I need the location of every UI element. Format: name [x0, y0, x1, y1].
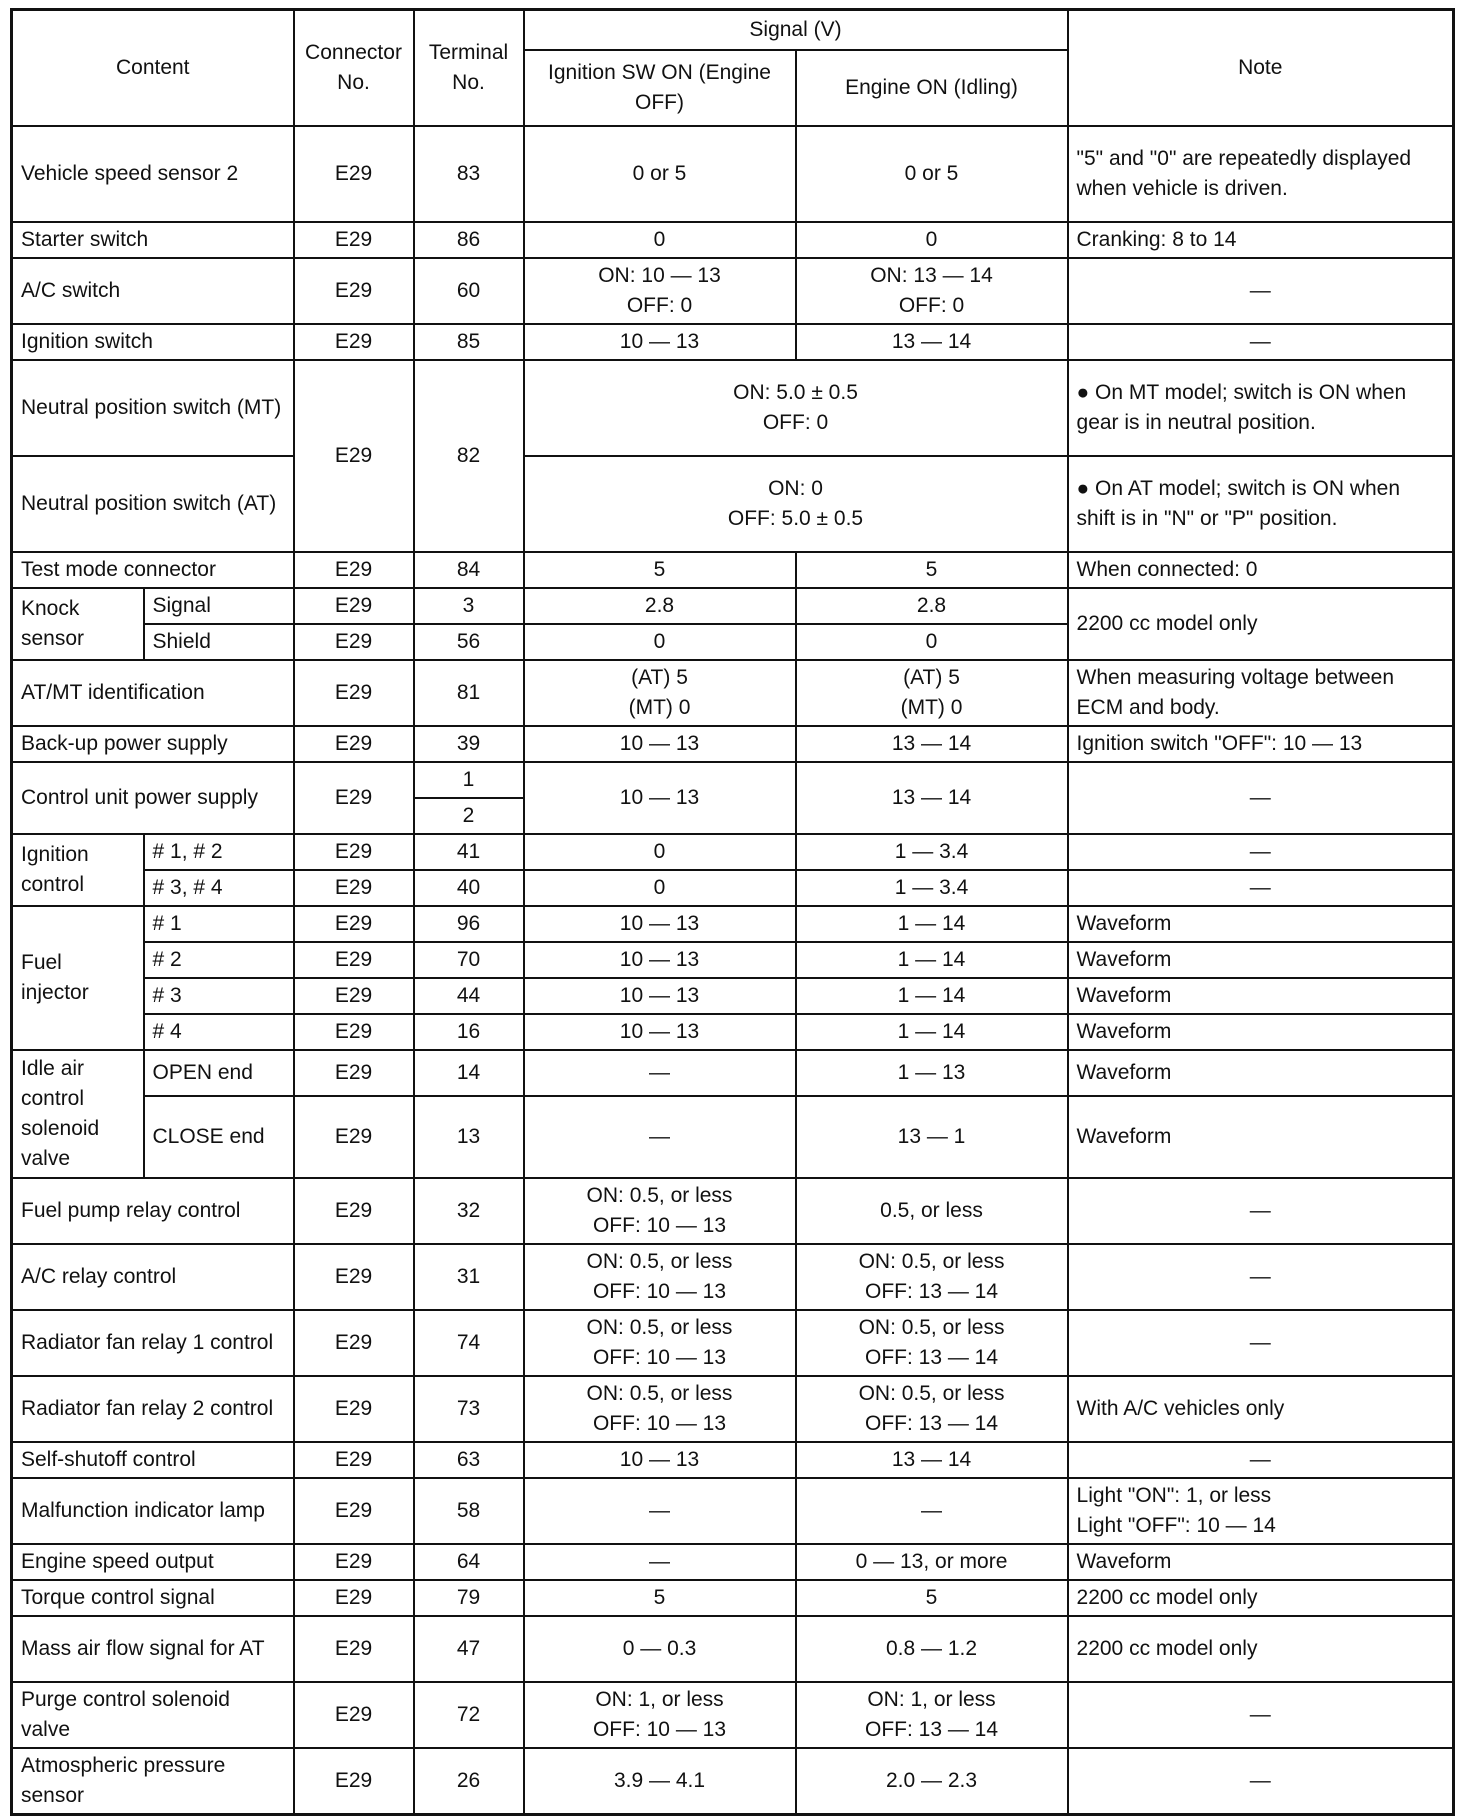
row-ign-signal [524, 1682, 796, 1748]
mt-value: (MT) 0 [900, 695, 963, 719]
row-terminal: 40 [414, 870, 524, 906]
row-connector: E29 [294, 1478, 414, 1544]
row-connector: E29 [294, 1580, 414, 1616]
row-ign-signal: 0 or 5 [524, 126, 796, 222]
table-row [12, 1050, 1454, 1096]
table-row [12, 870, 1454, 906]
row-ign-signal: 10 — 13 [524, 762, 796, 834]
row-note: — [1068, 834, 1454, 870]
row-terminal: 41 [414, 834, 524, 870]
row-subcontent: # 2 [144, 942, 294, 978]
row-ign-signal: 2.8 [524, 588, 796, 624]
row-terminal: 74 [414, 1310, 524, 1376]
row-ign-signal: 0 [524, 870, 796, 906]
row-terminal: 84 [414, 552, 524, 588]
row-eng-signal: 5 [796, 1580, 1068, 1616]
row-note: Waveform [1068, 1014, 1454, 1050]
row-content: Engine speed output [12, 1544, 294, 1580]
row-connector: E29 [294, 1748, 414, 1815]
mt-off-value: OFF: 0 [762, 410, 829, 434]
row-connector: E29 [294, 1178, 414, 1244]
row-terminal: 47 [414, 1616, 524, 1682]
row-note: ● On AT model; switch is ON when shift is in "N" or "P" position. [1068, 456, 1454, 552]
row-connector: E29 [294, 1616, 414, 1682]
row-connector: E29 [294, 1096, 414, 1178]
row-eng-signal [796, 258, 1068, 324]
row-ign-signal: 5 [524, 552, 796, 588]
header-connector: Connector No. [294, 10, 414, 126]
table-row [12, 1310, 1454, 1376]
row-eng-signal: 13 — 14 [796, 726, 1068, 762]
header-row-1 [12, 10, 1454, 50]
row-note: — [1068, 1244, 1454, 1310]
row-content: AT/MT identification [12, 660, 294, 726]
row-subcontent: # 1 [144, 906, 294, 942]
header-terminal: Terminal No. [414, 10, 524, 126]
row-connector: E29 [294, 1014, 414, 1050]
row-content: Torque control signal [12, 1580, 294, 1616]
ign-on-value: ON: 1, or less [595, 1687, 724, 1711]
row-connector: E29 [294, 1544, 414, 1580]
header-note: Note [1068, 10, 1454, 126]
row-note: 2200 cc model only [1068, 1616, 1454, 1682]
eng-off-value: OFF: 13 — 14 [864, 1411, 999, 1435]
row-connector: E29 [294, 726, 414, 762]
row-connector: E29 [294, 1376, 414, 1442]
ign-on-value: ON: 10 — 13 [598, 263, 721, 287]
ecm-terminal-signal-table [10, 8, 1455, 1816]
table-row [12, 1244, 1454, 1310]
row-content: Self-shutoff control [12, 1442, 294, 1478]
row-content: Starter switch [12, 222, 294, 258]
row-connector: E29 [294, 870, 414, 906]
row-content: Purge control solenoid valve [12, 1682, 294, 1748]
row-content: Back-up power supply [12, 726, 294, 762]
row-ign-signal: 10 — 13 [524, 1442, 796, 1478]
row-connector: E29 [294, 222, 414, 258]
table-row [12, 126, 1454, 222]
row-ign-signal: 0 [524, 624, 796, 660]
row-terminal: 64 [414, 1544, 524, 1580]
row-eng-signal: 1 — 14 [796, 1014, 1068, 1050]
row-connector: E29 [294, 552, 414, 588]
row-content: Test mode connector [12, 552, 294, 588]
row-eng-signal [796, 1682, 1068, 1748]
eng-off-value: OFF: 13 — 14 [864, 1279, 999, 1303]
row-connector: E29 [294, 762, 414, 834]
row-ign-signal: 10 — 13 [524, 1014, 796, 1050]
row-connector: E29 [294, 360, 414, 552]
row-connector: E29 [294, 906, 414, 942]
table-row [12, 1096, 1454, 1178]
at-off-value: OFF: 5.0 ± 0.5 [727, 506, 864, 530]
light-on-note: Light "ON": 1, or less [1076, 1483, 1272, 1507]
row-ign-signal: 0 — 0.3 [524, 1616, 796, 1682]
row-connector: E29 [294, 588, 414, 624]
row-terminal: 39 [414, 726, 524, 762]
header-ignition-on: Ignition SW ON (Engine OFF) [524, 50, 796, 126]
row-terminal: 56 [414, 624, 524, 660]
eng-on-value: ON: 0.5, or less [858, 1249, 1005, 1273]
eng-off-value: OFF: 13 — 14 [864, 1717, 999, 1741]
row-terminal: 63 [414, 1442, 524, 1478]
row-terminal: 86 [414, 222, 524, 258]
row-note: 2200 cc model only [1068, 588, 1454, 660]
table-row [12, 834, 1454, 870]
row-note: 2200 cc model only [1068, 1580, 1454, 1616]
table-row [12, 1376, 1454, 1442]
row-ign-signal: 3.9 — 4.1 [524, 1748, 796, 1815]
row-subcontent: # 4 [144, 1014, 294, 1050]
row-ign-signal [524, 660, 796, 726]
eng-on-value: ON: 13 — 14 [870, 263, 993, 287]
row-terminal: 2 [414, 798, 524, 834]
ign-off-value: OFF: 10 — 13 [592, 1213, 727, 1237]
table-row [12, 258, 1454, 324]
row-eng-signal: 13 — 14 [796, 324, 1068, 360]
table-row [12, 1014, 1454, 1050]
eng-off-value: OFF: 0 [898, 293, 965, 317]
header-content: Content [12, 10, 294, 126]
row-eng-signal: 0 [796, 222, 1068, 258]
row-note: When connected: 0 [1068, 552, 1454, 588]
ign-on-value: ON: 0.5, or less [586, 1381, 733, 1405]
row-ign-signal: 10 — 13 [524, 906, 796, 942]
row-eng-signal: 13 — 14 [796, 762, 1068, 834]
row-connector: E29 [294, 258, 414, 324]
table-row [12, 1748, 1454, 1815]
mt-value: (MT) 0 [628, 695, 691, 719]
row-terminal: 96 [414, 906, 524, 942]
row-content: Ignition control [12, 834, 144, 906]
row-eng-signal: 1 — 14 [796, 942, 1068, 978]
row-note: — [1068, 1682, 1454, 1748]
row-eng-signal: 5 [796, 552, 1068, 588]
table-row [12, 1478, 1454, 1544]
row-content: Fuel pump relay control [12, 1178, 294, 1244]
row-note: Waveform [1068, 906, 1454, 942]
row-terminal: 13 [414, 1096, 524, 1178]
row-note: — [1068, 1748, 1454, 1815]
row-ign-signal: 10 — 13 [524, 942, 796, 978]
row-ign-signal: 10 — 13 [524, 324, 796, 360]
row-content: Neutral position switch (AT) [12, 456, 294, 552]
row-terminal: 32 [414, 1178, 524, 1244]
row-content: A/C switch [12, 258, 294, 324]
ign-on-value: ON: 0.5, or less [586, 1249, 733, 1273]
row-terminal: 73 [414, 1376, 524, 1442]
eng-on-value: ON: 0.5, or less [858, 1381, 1005, 1405]
row-content: Ignition switch [12, 324, 294, 360]
row-terminal: 82 [414, 360, 524, 552]
table-row [12, 1442, 1454, 1478]
signal-table-page [10, 8, 1452, 1816]
row-note: Waveform [1068, 978, 1454, 1014]
row-subcontent: OPEN end [144, 1050, 294, 1096]
row-note: — [1068, 1442, 1454, 1478]
row-content: Vehicle speed sensor 2 [12, 126, 294, 222]
table-row [12, 1682, 1454, 1748]
table-row [12, 588, 1454, 624]
table-row [12, 660, 1454, 726]
row-eng-signal: 13 — 14 [796, 1442, 1068, 1478]
row-note: — [1068, 1178, 1454, 1244]
row-note: When measuring voltage between ECM and body. [1068, 660, 1454, 726]
row-ign-signal [524, 1376, 796, 1442]
row-terminal: 3 [414, 588, 524, 624]
row-ign-signal [524, 1310, 796, 1376]
row-subcontent: Signal [144, 588, 294, 624]
table-row [12, 1178, 1454, 1244]
row-connector: E29 [294, 1050, 414, 1096]
row-connector: E29 [294, 126, 414, 222]
ign-off-value: OFF: 10 — 13 [592, 1279, 727, 1303]
row-ign-signal: — [524, 1544, 796, 1580]
table-row [12, 552, 1454, 588]
table-row [12, 726, 1454, 762]
row-terminal: 1 [414, 762, 524, 798]
row-subcontent: # 3 [144, 978, 294, 1014]
ign-on-value: ON: 0.5, or less [586, 1183, 733, 1207]
row-eng-signal: 0 [796, 624, 1068, 660]
row-ign-signal: 5 [524, 1580, 796, 1616]
row-content: Knock sensor [12, 588, 144, 660]
row-ign-signal [524, 1178, 796, 1244]
light-off-note: Light "OFF": 10 — 14 [1076, 1513, 1276, 1537]
row-ign-signal: 0 [524, 834, 796, 870]
ign-off-value: OFF: 10 — 13 [592, 1717, 727, 1741]
row-note: "5" and "0" are repeatedly displayed when vehicle is driven. [1068, 126, 1454, 222]
row-eng-signal [796, 1310, 1068, 1376]
row-note: — [1068, 324, 1454, 360]
row-content: Idle air control solenoid valve [12, 1050, 144, 1178]
row-eng-signal: 0.5, or less [796, 1178, 1068, 1244]
row-terminal: 79 [414, 1580, 524, 1616]
row-note: Waveform [1068, 1096, 1454, 1178]
row-eng-signal: 1 — 14 [796, 906, 1068, 942]
row-connector: E29 [294, 324, 414, 360]
row-content: Atmospheric pressure sensor [12, 1748, 294, 1815]
row-note: Waveform [1068, 1544, 1454, 1580]
table-row [12, 360, 1454, 456]
row-terminal: 14 [414, 1050, 524, 1096]
row-content: Mass air flow signal for AT [12, 1616, 294, 1682]
table-row [12, 222, 1454, 258]
row-terminal: 70 [414, 942, 524, 978]
row-connector: E29 [294, 624, 414, 660]
row-terminal: 58 [414, 1478, 524, 1544]
row-terminal: 60 [414, 258, 524, 324]
row-note [1068, 1478, 1454, 1544]
row-terminal: 81 [414, 660, 524, 726]
eng-off-value: OFF: 13 — 14 [864, 1345, 999, 1369]
row-connector: E29 [294, 978, 414, 1014]
row-terminal: 83 [414, 126, 524, 222]
row-note: Waveform [1068, 1050, 1454, 1096]
row-note: ● On MT model; switch is ON when gear is in neutral position. [1068, 360, 1454, 456]
row-eng-signal: 0 — 13, or more [796, 1544, 1068, 1580]
row-eng-signal: 13 — 1 [796, 1096, 1068, 1178]
row-content: Malfunction indicator lamp [12, 1478, 294, 1544]
row-content: Fuel injector [12, 906, 144, 1050]
row-eng-signal [796, 660, 1068, 726]
row-subcontent: # 3, # 4 [144, 870, 294, 906]
row-ign-signal: — [524, 1050, 796, 1096]
row-ign-signal: — [524, 1478, 796, 1544]
row-note: — [1068, 258, 1454, 324]
row-subcontent: # 1, # 2 [144, 834, 294, 870]
row-subcontent: CLOSE end [144, 1096, 294, 1178]
row-connector: E29 [294, 1682, 414, 1748]
row-subcontent: Shield [144, 624, 294, 660]
row-note: — [1068, 1310, 1454, 1376]
row-signal-merged [524, 456, 1068, 552]
row-eng-signal: 2.8 [796, 588, 1068, 624]
row-ign-signal: 10 — 13 [524, 978, 796, 1014]
row-content: Radiator fan relay 2 control [12, 1376, 294, 1442]
row-eng-signal: 2.0 — 2.3 [796, 1748, 1068, 1815]
table-row [12, 906, 1454, 942]
row-eng-signal: 1 — 14 [796, 978, 1068, 1014]
table-row [12, 942, 1454, 978]
table-row [12, 324, 1454, 360]
row-note: — [1068, 870, 1454, 906]
header-engine-on: Engine ON (Idling) [796, 50, 1068, 126]
row-note: Ignition switch "OFF": 10 — 13 [1068, 726, 1454, 762]
row-content: Neutral position switch (MT) [12, 360, 294, 456]
ign-off-value: OFF: 10 — 13 [592, 1345, 727, 1369]
table-row [12, 1544, 1454, 1580]
row-connector: E29 [294, 834, 414, 870]
row-eng-signal: — [796, 1478, 1068, 1544]
row-terminal: 44 [414, 978, 524, 1014]
row-terminal: 16 [414, 1014, 524, 1050]
at-on-value: ON: 0 [768, 476, 823, 500]
table-row [12, 762, 1454, 798]
ign-off-value: OFF: 0 [626, 293, 693, 317]
row-ign-signal [524, 1244, 796, 1310]
row-note: Waveform [1068, 942, 1454, 978]
mt-on-value: ON: 5.0 ± 0.5 [733, 380, 858, 404]
row-connector: E29 [294, 660, 414, 726]
row-connector: E29 [294, 1442, 414, 1478]
row-ign-signal [524, 258, 796, 324]
row-ign-signal: 0 [524, 222, 796, 258]
row-eng-signal: 1 — 13 [796, 1050, 1068, 1096]
row-ign-signal: 10 — 13 [524, 726, 796, 762]
header-signal: Signal (V) [524, 10, 1068, 50]
row-eng-signal [796, 1244, 1068, 1310]
ign-on-value: ON: 0.5, or less [586, 1315, 733, 1339]
row-terminal: 31 [414, 1244, 524, 1310]
row-eng-signal: 1 — 3.4 [796, 870, 1068, 906]
row-connector: E29 [294, 1310, 414, 1376]
row-terminal: 85 [414, 324, 524, 360]
row-note: With A/C vehicles only [1068, 1376, 1454, 1442]
row-eng-signal [796, 1376, 1068, 1442]
row-ign-signal: — [524, 1096, 796, 1178]
table-row [12, 456, 1454, 552]
at-value: (AT) 5 [903, 665, 960, 689]
row-note: — [1068, 762, 1454, 834]
ign-off-value: OFF: 10 — 13 [592, 1411, 727, 1435]
at-value: (AT) 5 [631, 665, 688, 689]
table-row [12, 1616, 1454, 1682]
row-eng-signal: 1 — 3.4 [796, 834, 1068, 870]
row-note: Cranking: 8 to 14 [1068, 222, 1454, 258]
row-connector: E29 [294, 1244, 414, 1310]
row-terminal: 72 [414, 1682, 524, 1748]
row-content: Radiator fan relay 1 control [12, 1310, 294, 1376]
row-content: A/C relay control [12, 1244, 294, 1310]
table-row [12, 978, 1454, 1014]
row-terminal: 26 [414, 1748, 524, 1815]
row-eng-signal: 0.8 — 1.2 [796, 1616, 1068, 1682]
row-eng-signal: 0 or 5 [796, 126, 1068, 222]
eng-on-value: ON: 1, or less [867, 1687, 996, 1711]
eng-on-value: ON: 0.5, or less [858, 1315, 1005, 1339]
row-signal-merged [524, 360, 1068, 456]
row-connector: E29 [294, 942, 414, 978]
table-row [12, 1580, 1454, 1616]
row-content: Control unit power supply [12, 762, 294, 834]
